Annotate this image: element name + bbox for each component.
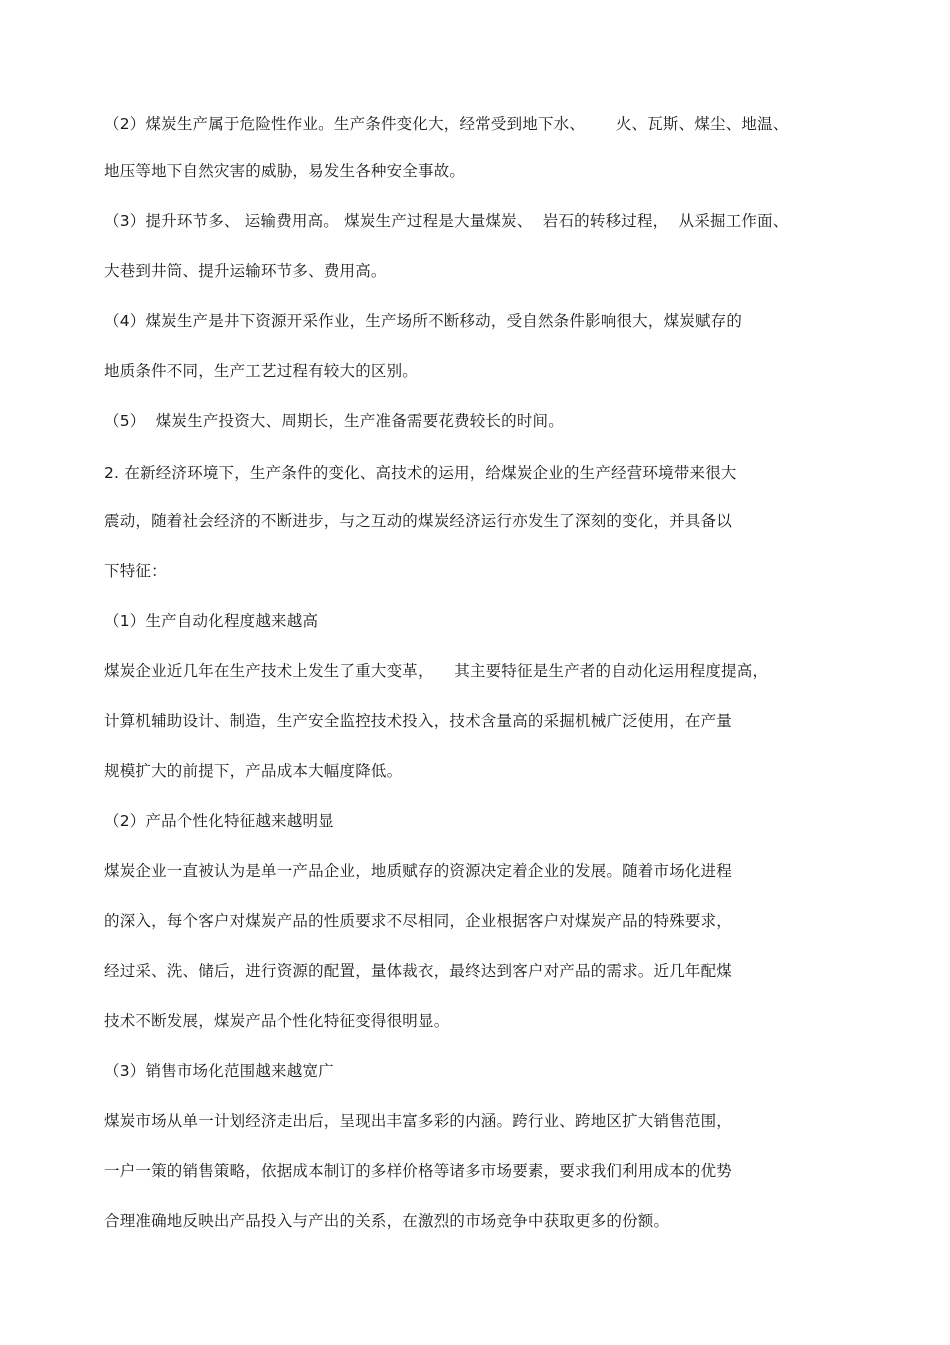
paragraph-2-line-2: 地压等地下自然灾害的威胁，易发生各种安全事故。: [104, 162, 466, 180]
body-2-line-4: 技术不断发展，煤炭产品个性化特征变得很明显。: [104, 1012, 450, 1030]
body-1-line-2: 计算机辅助设计、制造，生产安全监控技术投入，技术含量高的采掘机械广泛使用，在产量: [104, 712, 733, 730]
body-2-line-2: 的深入，每个客户对煤炭产品的性质要求不尽相同，企业根据客户对煤炭产品的特殊要求，: [104, 912, 733, 930]
subheading-1: （1）生产自动化程度越来越高: [104, 612, 319, 630]
body-3-line-2: 一户一策的销售策略，依据成本制订的多样价格等诸多市场要素，要求我们利用成本的优势: [104, 1162, 733, 1180]
paragraph-4-line-1: （4）煤炭生产是井下资源开采作业，生产场所不断移动，受自然条件影响很大，煤炭赋存的: [104, 312, 743, 330]
paragraph-3-line-2: 大巷到井筒、提升运输环节多、费用高。: [104, 262, 387, 280]
body-1-line-3: 规模扩大的前提下，产品成本大幅度降低。: [104, 762, 403, 780]
paragraph-2-line-1: （2）煤炭生产属于危险性作业。生产条件变化大，经常受到地下水、 火、瓦斯、煤尘、地温、: [104, 115, 789, 133]
body-1-line-1: 煤炭企业近几年在生产技术上发生了重大变革， 其主要特征是生产者的自动化运用程度提高，: [104, 662, 769, 680]
body-3-line-1: 煤炭市场从单一计划经济走出后，呈现出丰富多彩的内涵。跨行业、跨地区扩大销售范围，: [104, 1112, 733, 1130]
section-2-line-3: 下特征：: [104, 562, 167, 580]
subheading-2: （2）产品个性化特征越来越明显: [104, 812, 334, 830]
body-3-line-3: 合理准确地反映出产品投入与产出的关系，在激烈的市场竞争中获取更多的份额。: [104, 1212, 670, 1230]
subheading-3: （3）销售市场化范围越来越宽广: [104, 1062, 334, 1080]
body-2-line-1: 煤炭企业一直被认为是单一产品企业，地质赋存的资源决定着企业的发展。随着市场化进程: [104, 862, 733, 880]
paragraph-5-line-1: （5） 煤炭生产投资大、周期长，生产准备需要花费较长的时间。: [104, 412, 564, 430]
section-2-line-2: 震动，随着社会经济的不断进步，与之互动的煤炭经济运行亦发生了深刻的变化，并具备以: [104, 512, 733, 530]
paragraph-3-line-1: （3）提升环节多、 运输费用高。 煤炭生产过程是大量煤炭、 岩石的转移过程， 从采掘工作面、: [104, 212, 789, 230]
section-2-line-1: 2. 在新经济环境下，生产条件的变化、高技术的运用，给煤炭企业的生产经营环境带来很大: [104, 464, 737, 482]
paragraph-4-line-2: 地质条件不同，生产工艺过程有较大的区别。: [104, 362, 419, 380]
body-2-line-3: 经过采、洗、储后，进行资源的配置，量体裁衣，最终达到客户对产品的需求。近几年配煤: [104, 962, 733, 980]
